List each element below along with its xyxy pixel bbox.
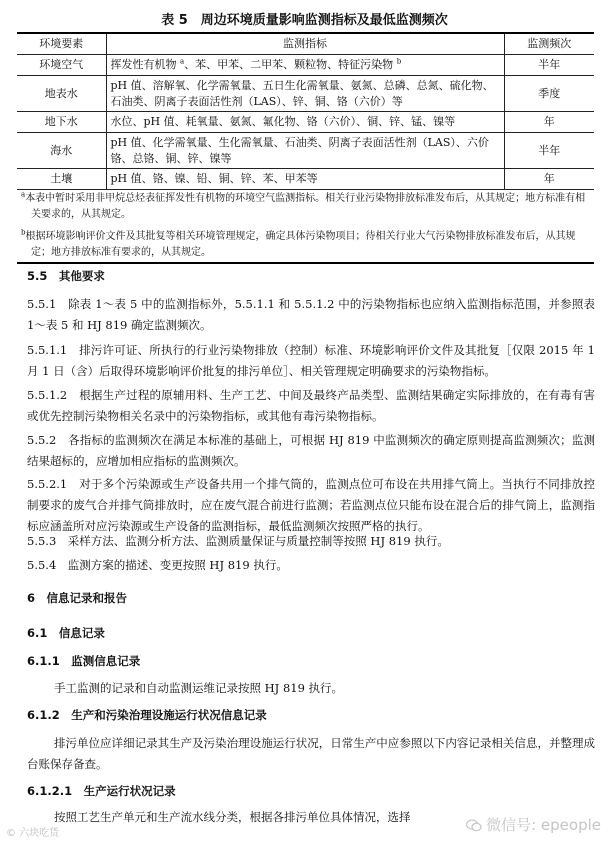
row-frequency: 年 — [504, 112, 594, 133]
paragraph-5-5-3: 5.5.3 采样方法、监测分析方法、监测质量保证与质量控制等按照 HJ 819 执行。 — [27, 534, 449, 548]
watermark-right: 微信号: epeople — [466, 814, 601, 835]
row-frequency: 季度 — [504, 76, 594, 112]
header-frequency: 监测频次 — [504, 33, 594, 55]
paragraph-5-5-1-1: 5.5.1.1 排污许可证、所执行的行业污染物排放（控制）标准、环境影响评价文件及其批复［仅限 2015 年 1 月 1 日（含）后取得环境影响评价批复的排污单位］、相关管理规定明确要求的污染物指标。 — [27, 343, 595, 378]
table-note-a: $^a$本表中暂时采用非甲烷总烃表征挥发性有机物的环境空气监测指标。相关行业污染物排放标准发布后，从其规定；地方标准有相关要求的，从其规定。 — [21, 190, 586, 220]
table-row — [17, 76, 594, 112]
paragraph-6-1-1: 手工监测的记录和自动监测运维记录按照 HJ 819 执行。 — [54, 681, 344, 695]
row-frequency: 年 — [504, 169, 594, 190]
row-indicators: pH 值、溶解氧、化学需氧量、五日生化需氧量、氨氮、总磷、总氮、硫化物、石油类、阴离子表面活性剂（LAS）、锌、铜、铬（六价）等 — [106, 76, 504, 112]
heading-5-5: 5.5 其他要求 — [27, 269, 105, 283]
table-row — [17, 55, 594, 76]
table-header-row — [17, 33, 594, 55]
table-caption: 表 5 周边环境质量影响监测指标及最低监测频次 — [161, 13, 448, 28]
table-row — [17, 112, 594, 133]
row-indicators: 挥发性有机物 $^a$、苯、甲苯、二甲苯、颗粒物、特征污染物 $^b$ — [106, 55, 504, 76]
row-element: 环境空气 — [17, 55, 106, 76]
row-element: 土壤 — [17, 169, 106, 190]
paragraph-5-5-1: 5.5.1 除表 1～表 5 中的监测指标外，5.5.1.1 和 5.5.1.2 中的污染物指标也应纳入监测指标范围，并参照表 1～表 5 和 HJ 819 确定监测频次。 — [27, 297, 595, 332]
heading-6-1-2-1: 6.1.2.1 生产运行状况记录 — [27, 784, 176, 798]
heading-6: 6 信息记录和报告 — [27, 591, 128, 605]
row-element: 地表水 — [17, 76, 106, 112]
row-indicators: pH 值、铬、镍、铅、铜、锌、苯、甲苯等 — [106, 169, 504, 190]
watermark-left: © 六块吃货 — [6, 828, 60, 839]
paragraph-5-5-4: 5.5.4 监测方案的描述、变更按照 HJ 819 执行。 — [27, 558, 288, 572]
monitoring-table — [17, 32, 594, 264]
table-row — [17, 169, 594, 190]
heading-6-1: 6.1 信息记录 — [27, 626, 105, 640]
table-note-b: $^b$根据环境影响评价文件及其批复等相关环境管理规定，确定具体污染物项目；待相关行业大气污染物排放标准发布后，从其规定；地方排放标准有要求的，从其规定。 — [21, 228, 576, 258]
row-indicators: pH 值、化学需氧量、生化需氧量、石油类、阴离子表面活性剂（LAS）、六价铬、总铬、铜、锌、镍等 — [106, 133, 504, 169]
row-element: 海水 — [17, 133, 106, 169]
table-notes — [17, 190, 594, 264]
wechat-icon — [466, 818, 482, 831]
table-row — [17, 133, 594, 169]
table-notes-row — [17, 190, 594, 264]
footnote-mark-a: a — [180, 57, 185, 66]
paragraph-5-5-2-1: 5.5.2.1 对于多个污染源或生产设备共用一个排气筒的，监测点位可布设在共用排气筒上。当执行不同排放控制要求的废气合并排气筒排放时，应在废气混合前进行监测；若监测点位只能布设在混合后的排气筒上，监测指标应涵盖所对应污染源或生产设备的监测指标，最低监测频次按照严格的执行。 — [27, 477, 595, 533]
row-element: 地下水 — [17, 112, 106, 133]
paragraph-5-5-1-2: 5.5.1.2 根据生产过程的原辅用料、生产工艺、中间及最终产品类型、监测结果确定实际排放的，在有毒有害或优先控制污染物相关名录中的污染物指标，或其他有毒污染物指标。 — [27, 388, 595, 423]
heading-6-1-1: 6.1.1 监测信息记录 — [27, 654, 141, 668]
row-frequency: 半年 — [504, 55, 594, 76]
paragraph-6-1-2-1: 按照工艺生产单元和生产流水线分类，根据各排污单位具体情况，选择 — [54, 810, 411, 824]
footnote-mark-b: b — [396, 57, 402, 66]
row-frequency: 半年 — [504, 133, 594, 169]
header-indicators: 监测指标 — [106, 33, 504, 55]
paragraph-6-1-2: 排污单位应详细记录其生产及污染治理设施运行状况，日常生产中应参照以下内容记录相关信息，并整理成台账保存备查。 — [27, 736, 595, 771]
paragraph-5-5-2: 5.5.2 各指标的监测频次在满足本标准的基础上，可根据 HJ 819 中监测频次的确定原则提高监测频次；监测结果超标的，应增加相应指标的监测频次。 — [27, 433, 595, 468]
heading-6-1-2: 6.1.2 生产和污染治理设施运行状况信息记录 — [27, 708, 267, 722]
row-indicators: 水位、pH 值、耗氧量、氨氮、氟化物、铬（六价）、铜、锌、锰、镍等 — [106, 112, 504, 133]
header-element: 环境要素 — [17, 33, 106, 55]
